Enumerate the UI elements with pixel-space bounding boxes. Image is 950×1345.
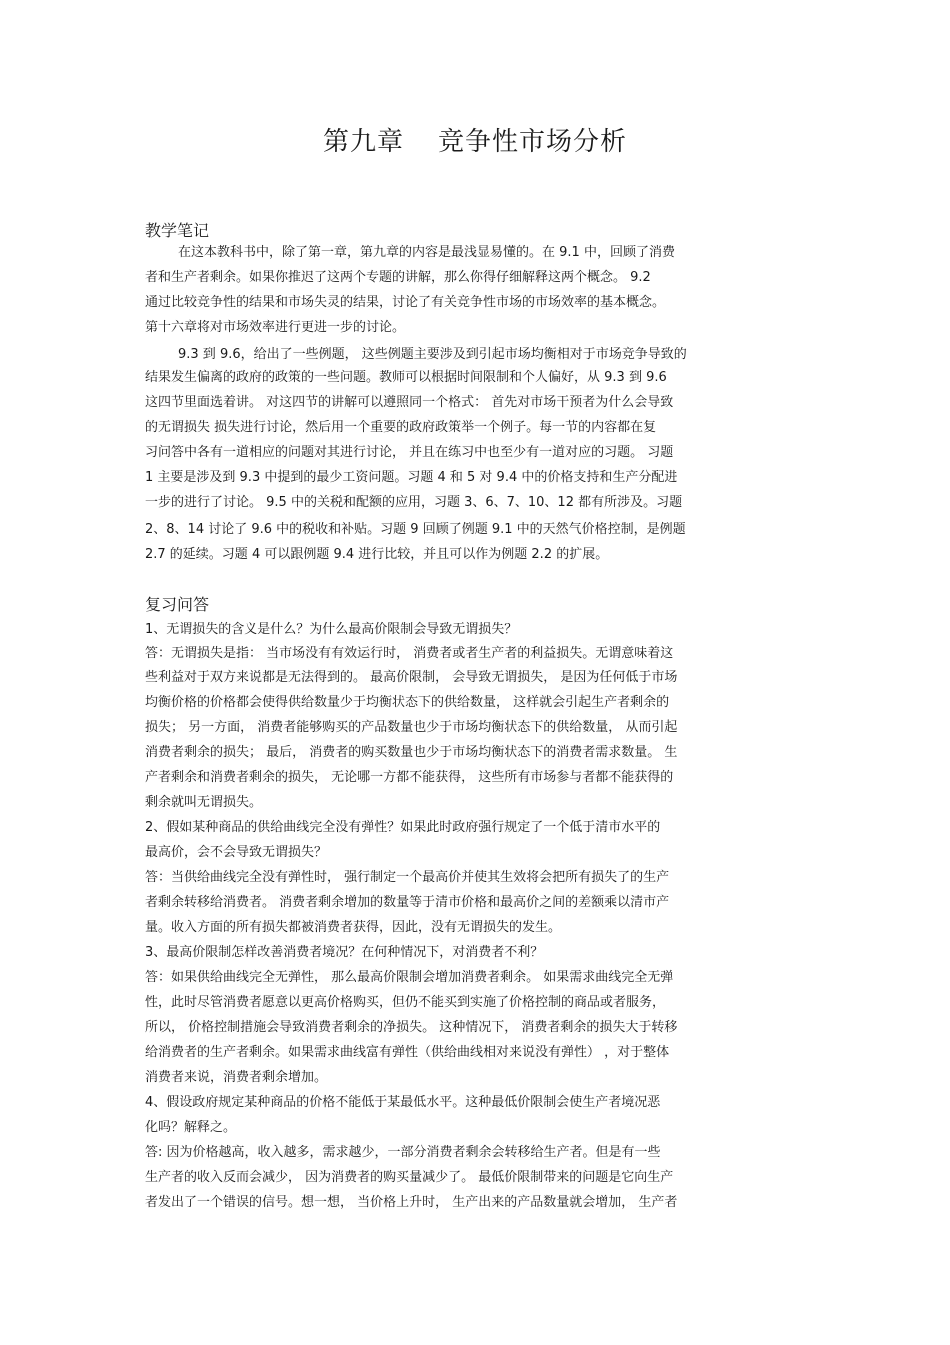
question-line: 最高价，会不会导致无谓损失？ xyxy=(145,845,328,860)
paragraph-line: 结果发生偏离的政府的政策的一些问题。教师可以根据时间限制和个人偏好，从 9.3 到 9.6 xyxy=(145,370,667,385)
paragraph-line: 者和生产者剩余。如果你推迟了这两个专题的讲解，那么你得仔细解释这两个概念。 9.2 xyxy=(145,270,651,285)
paragraph-line: 2.7 的延续。习题 4 可以跟例题 9.4 进行比较，并且可以作为例题 2.2 的扩展。 xyxy=(145,547,609,562)
chapter-number: 第九章 xyxy=(322,127,404,157)
answer-line: 生产者的收入反而会减少， 因为消费者的购买量减少了。 最低价限制带来的问题是它向生产 xyxy=(145,1170,674,1185)
chapter-title: 竞争性市场分析 xyxy=(438,127,628,157)
answer-line: 所以， 价格控制措施会导致消费者剩余的净损失。 这种情况下， 消费者剩余的损失大于转移 xyxy=(145,1020,678,1035)
paragraph-line: 通过比较竞争性的结果和市场失灵的结果，讨论了有关竞争性市场的市场效率的基本概念。 xyxy=(145,295,666,310)
answer-line: 性，此时尽管消费者愿意以更高价格购买，但仍不能买到实施了价格控制的商品或者服务， xyxy=(145,995,666,1010)
question-line: 3、最高价限制怎样改善消费者境况？在何种情况下，对消费者不利？ xyxy=(145,945,544,960)
answer-line: 答：无谓损失是指： 当市场没有有效运行时， 消费者或者生产者的利益损失。无谓意味着这 xyxy=(145,646,674,661)
answer-line: 消费者来说，消费者剩余增加。 xyxy=(145,1070,328,1085)
section-heading: 复习问答 xyxy=(145,595,210,614)
answer-line: 产者剩余和消费者剩余的损失， 无论哪一方都不能获得， 这些所有市场参与者都不能获得的 xyxy=(145,770,674,785)
paragraph-line: 的无谓损失 损失进行讨论，然后用一个重要的政府政策举一个例子。每一节的内容都在复 xyxy=(145,420,657,435)
paragraph-line: 2、8、14 讨论了 9.6 中的税收和补贴。习题 9 回顾了例题 9.1 中的天然气价格控制，是例题 xyxy=(145,522,686,537)
paragraph-line: 在这本教科书中，除了第一章，第九章的内容是最浅显易懂的。在 9.1 中，回顾了消费 xyxy=(178,245,675,260)
answer-line: 剩余就叫无谓损失。 xyxy=(145,795,263,810)
answer-line: 消费者剩余的损失； 最后， 消费者的购买数量也少于市场均衡状态下的消费者需求数量。 生 xyxy=(145,745,678,760)
question-line: 4、假设政府规定某种商品的价格不能低于某最低水平。这种最低价限制会使生产者境况恶 xyxy=(145,1095,661,1110)
paragraph-line: 第十六章将对市场效率进行更进一步的讨论。 xyxy=(145,320,406,335)
paragraph-line: 9.3 到 9.6，给出了一些例题， 这些例题主要涉及到引起市场均衡相对于市场竞争导致的 xyxy=(178,347,687,362)
answer-line: 量。收入方面的所有损失都被消费者获得，因此，没有无谓损失的发生。 xyxy=(145,920,562,935)
page-title xyxy=(0,124,950,160)
answer-line: 均衡价格的价格都会使得供给数量少于均衡状态下的供给数量， 这样就会引起生产者剩余的 xyxy=(145,695,670,710)
answer-line: 者剩余转移给消费者。 消费者剩余增加的数量等于清市价格和最高价之间的差额乘以清市产 xyxy=(145,895,670,910)
answer-line: 给消费者的生产者剩余。如果需求曲线富有弹性（供给曲线相对来说没有弹性） ，对于整体 xyxy=(145,1045,670,1060)
paragraph-line: 1 主要是涉及到 9.3 中提到的最少工资问题。习题 4 和 5 对 9.4 中的价格支持和生产分配进 xyxy=(145,470,678,485)
answer-line: 些利益对于双方来说都是无法得到的。 最高价限制， 会导致无谓损失， 是因为任何低于市场 xyxy=(145,670,678,685)
answer-line: 者发出了一个错误的信号。想一想， 当价格上升时， 生产出来的产品数量就会增加， 生产者 xyxy=(145,1195,678,1210)
question-line: 2、假如某种商品的供给曲线完全没有弹性？如果此时政府强行规定了一个低于清市水平的 xyxy=(145,820,661,835)
answer-line: 答：当供给曲线完全没有弹性时， 强行制定一个最高价并使其生效将会把所有损失了的生产 xyxy=(145,870,670,885)
question-line: 1、无谓损失的含义是什么？为什么最高价限制会导致无谓损失？ xyxy=(145,622,518,637)
answer-line: 答：如果供给曲线完全无弹性， 那么最高价限制会增加消费者剩余。 如果需求曲线完全无弹 xyxy=(145,970,674,985)
section-heading: 教学笔记 xyxy=(145,221,210,240)
paragraph-line: 一步的进行了讨论。 9.5 中的关税和配额的应用，习题 3、6、7、10、12 都有所涉及。习题 xyxy=(145,495,683,510)
paragraph-line: 习问答中各有一道相应的问题对其进行讨论， 并且在练习中也至少有一道对应的习题。 习题 xyxy=(145,445,674,460)
answer-line: 损失； 另一方面， 消费者能够购买的产品数量也少于市场均衡状态下的供给数量， 从而引起 xyxy=(145,720,678,735)
question-line: 化吗？解释之。 xyxy=(145,1120,237,1135)
answer-line: 答: 因为价格越高，收入越多，需求越少，一部分消费者剩余会转移给生产者。但是有一些 xyxy=(145,1145,661,1160)
paragraph-line: 这四节里面选着讲。 对这四节的讲解可以遵照同一个格式： 首先对市场干预者为什么会导致 xyxy=(145,395,674,410)
